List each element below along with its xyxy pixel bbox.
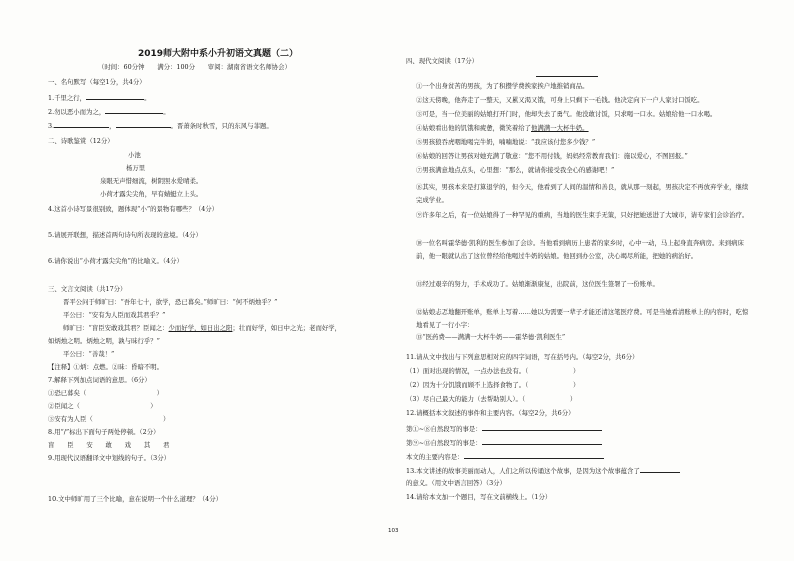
page-title: 2019师大附中系小升初语文真题（二） <box>137 49 299 59</box>
paragraph-line: ③可是，当一位美丽的姑娘打开门时，他却失去了勇气。他没敢讨饭，只求喝一口水。姑娘给他一口水喝。 <box>416 110 717 118</box>
question-12-item: 本文的主要内容是： <box>406 452 604 460</box>
passage-line: 师旷曰：“盲臣安敢戏其君？臣闻之：少而好学，如日出之阳；壮而好学，如日中之光；老而好学， <box>63 324 342 332</box>
question-5: 5.请展开联想，描述首两句诗句所表现的意境。（4分） <box>48 231 202 239</box>
question-12: 12.请概括本文叙述的事件和主要内容。（每空2分，共6分） <box>406 409 575 417</box>
underlined-phrase: 他满满一大杯牛奶。 <box>531 124 589 132</box>
poem-author: 杨万里 <box>126 164 146 172</box>
paragraph-line: ②这天傍晚，他奔走了一整天，又累又渴又饿，可身上只剩下一毛钱。他决定向下一户人家讨口饭吃。 <box>416 96 704 104</box>
question-6: 6.请你说出“小荷才露尖尖角”的比喻义。（4分） <box>48 257 183 265</box>
paragraph-line: ⑫姑娘忐忑地翻开账单，账单上写着……她以为需要一辈子才能还清这笔医疗费。可是当她看清账单上的内容时，吃惊地看见了一行小字： <box>416 308 749 329</box>
question-8: 8.用“/”标出下面句子两处停顿。（2分） <box>48 428 160 436</box>
annotation-note: 【注释】①炳：点燃。②昧：昏暗不明。 <box>48 363 164 371</box>
question-7-item: ①恐已暮矣（ ） <box>48 389 164 397</box>
answer-blank[interactable] <box>86 93 144 100</box>
section-heading: 四、现代文阅读（17分） <box>406 57 479 65</box>
poem-title: 小池 <box>128 151 141 159</box>
section-heading: 一、名句默写（每空1分，共4分） <box>48 78 146 86</box>
question-7-item: ③安有为人臣（ ） <box>48 415 170 423</box>
page-number: 103 <box>388 528 399 534</box>
question-12-item: 第⑨~⑬自然段写的事是： <box>406 438 602 446</box>
question-12-item: 第①~⑧自然段写的事是： <box>406 424 602 432</box>
answer-blank[interactable] <box>105 107 163 114</box>
answer-blank[interactable] <box>464 452 604 459</box>
question-4: 4.这首小诗写景很别致，题体现“小”的景物有哪些？（4分） <box>48 205 219 213</box>
title-blank[interactable] <box>536 76 598 77</box>
section-heading: 三、文言文阅读（共17分） <box>48 285 127 293</box>
passage-line: 如炳烛之明。炳烛之明，孰与昧行乎？” <box>48 337 160 345</box>
question-13: 13.本文讲述的故事美丽而动人，人们之所以传诵这个故事，是因为这个故事蕴含了 <box>406 466 680 474</box>
answer-blank[interactable] <box>482 424 602 431</box>
question-8-sentence: 盲 臣 安 敢 戏 其 君 <box>48 441 170 449</box>
section-heading: 二、诗歌鉴赏（12分） <box>48 137 114 145</box>
passage-line: 晋平公问于师旷曰：“吾年七十，欲学，恐已暮矣。”师旷曰：“何不炳烛乎？” <box>63 298 278 306</box>
passage-line: 平公曰：“安有为人臣而戏其君乎？” <box>63 311 166 319</box>
question-7: 7.解释下列加点词语的意思。（6分） <box>48 376 151 384</box>
exam-meta: （时间：60分钟 满分：100分 审阅：湖南省语文名师协会） <box>98 63 291 71</box>
poem-line: 小荷才露尖尖角，早有蜻蜓立上头。 <box>100 190 203 198</box>
question-2: 2.勿以恶小而为之， 。 <box>48 108 170 116</box>
paragraph-line: ①一个出身贫苦的男孩，为了积攒学费挨家挨户地推销商品。 <box>416 82 589 90</box>
answer-blank[interactable] <box>116 121 171 128</box>
paragraph-line: ④姑娘看出他的饥饿和疲惫，微笑着给了他满满一大杯牛奶。 <box>416 124 589 132</box>
question-11-item: （2）因为十分饥饿而顾不上选择食物了。（ ） <box>406 381 580 389</box>
passage-line: 平公曰：“善哉！” <box>63 350 115 358</box>
question-14: 14.请给本文加一个题目，写在文前横线上。（1分） <box>406 493 552 501</box>
answer-blank[interactable] <box>640 466 680 473</box>
answer-blank[interactable] <box>482 438 602 445</box>
paragraph-line: ⑨许多年之后，有一位姑娘得了一种罕见的重病，当地的医生束手无策，只好把她送进了大城市，请专家们会诊治疗。 <box>416 211 749 219</box>
question-3: 3. ， 。晋萧条时秋雪，只的东风与菲题。 <box>48 122 273 130</box>
underlined-sentence: 少而好学，如日出之阳 <box>168 324 233 332</box>
question-11-item: （3）尽自己最大的能力（去帮助别人）。（ ） <box>406 395 577 403</box>
question-13-cont: 的意义。（用文中语言回答）（3分） <box>406 479 506 487</box>
paragraph-line: ⑥姑娘的回答让男孩对她充满了敬意：“您不用付钱，妈妈经常教育我们：施以爱心，不图回报。” <box>416 152 688 160</box>
question-7-item: ②臣闻之（ ） <box>48 402 157 410</box>
paragraph-line: ⑧其实，男孩本来是打算退学的，但今天，他看到了人间的温情和善良，就从那一刻起，男孩决定不再放弃学业，继续完成学业。 <box>416 183 749 204</box>
answer-blank[interactable] <box>54 121 109 128</box>
poem-line: 泉眼无声惜细流，树阴照水爱晴柔。 <box>100 177 203 185</box>
paragraph-line: ⑤男孩狼吞虎咽地喝完牛奶，喃喃地说：“我应该付您多少钱？” <box>416 138 596 146</box>
question-11: 11.请从文中找出与下列意思相对应的四字词语，写在括号内。（每空2分，共6分） <box>406 353 639 361</box>
question-11-item: （1）面对出现的情况，一点办法也没有。（ ） <box>406 367 580 375</box>
paragraph-line: ⑩一位名叫霍华德·凯利的医生参加了会诊。当他看到病历上患者的家乡时，心中一动，马上起身直奔病房。来到病床前，他一眼就认出了这位曾经给他喝过牛奶的姑娘。他回到办公室，决心竭尽所能，把她的病治好。 <box>416 239 744 260</box>
question-1: 1.千里之行， 。 <box>48 94 151 102</box>
paragraph-line: ⑪经过艰辛的努力，手术成功了。姑娘渐渐康复，出院前，这位医生签署了一份账单。 <box>416 280 659 288</box>
question-10: 10.文中师旷用了三个比喻，意在说明一个什么道理？（4分） <box>48 495 222 503</box>
question-9: 9.用现代汉语翻译文中划线的句子。（3分） <box>48 454 170 462</box>
paragraph-line: ⑦男孩满意地点点头，心里想：“那么，就请你接受我全心的感谢吧！” <box>416 166 615 174</box>
paragraph-line: ⑬“医药费——满满一大杯牛奶——霍华德·凯利医生” <box>416 333 566 341</box>
